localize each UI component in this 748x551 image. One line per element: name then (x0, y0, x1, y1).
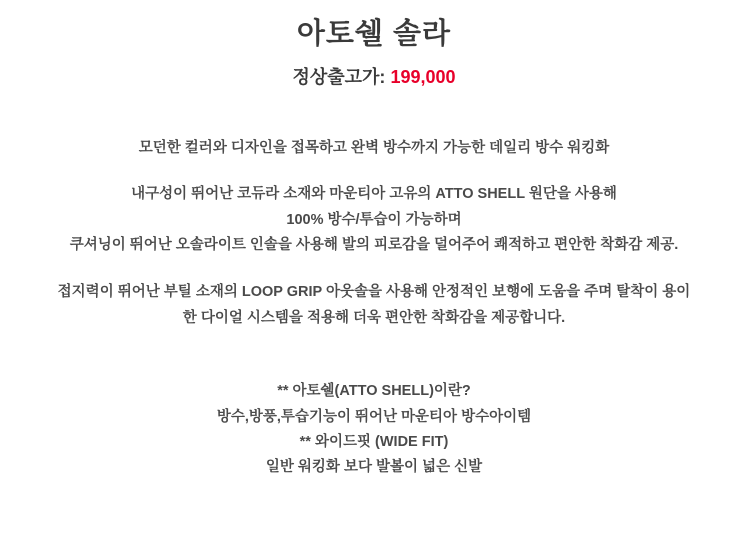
paragraph-line: 100% 방수/투습이 가능하며 (286, 211, 462, 228)
description-paragraph-1 (0, 182, 748, 258)
paragraph-line: 한 다이얼 시스템을 적용해 더욱 편안한 착화감을 제공합니다. (182, 309, 566, 326)
paragraph-line: 접지력이 뛰어난 부틸 소재의 LOOP GRIP 아웃솔을 사용해 안정적인 보행에 도움을 주며 탈착이 용이 (57, 284, 691, 301)
price-row (0, 66, 748, 89)
note-line: ** 아토쉘(ATTO SHELL)이란? (277, 383, 471, 400)
description-body (0, 137, 748, 331)
price-label: 정상출고가: (292, 66, 386, 87)
price-value: 199,000 (390, 66, 456, 87)
paragraph-line: 쿠셔닝이 뛰어난 오솔라이트 인솔을 사용해 발의 피로감을 덜어주어 쾌적하고 편안한 착화감 제공. (69, 237, 679, 254)
page-title: 아토쉘 솔라 (296, 18, 452, 50)
notes-block (0, 379, 748, 481)
note-line: 방수,방풍,투습기능이 뛰어난 마운티아 방수아이템 (216, 408, 532, 425)
paragraph-line: 내구성이 뛰어난 코듀라 소재와 마운티아 고유의 ATTO SHELL 원단을 사용해 (131, 186, 617, 203)
section-spacer (0, 331, 748, 379)
description-paragraph-2 (0, 280, 748, 331)
description-lead: 모던한 컬러와 디자인을 접목하고 완벽 방수까지 가능한 데일리 방수 워킹화 (138, 140, 610, 157)
product-description-page (0, 16, 748, 551)
note-line: ** 와이드핏 (WIDE FIT) (299, 433, 449, 450)
note-line: 일반 워킹화 보다 발볼이 넓은 신발 (265, 459, 483, 476)
